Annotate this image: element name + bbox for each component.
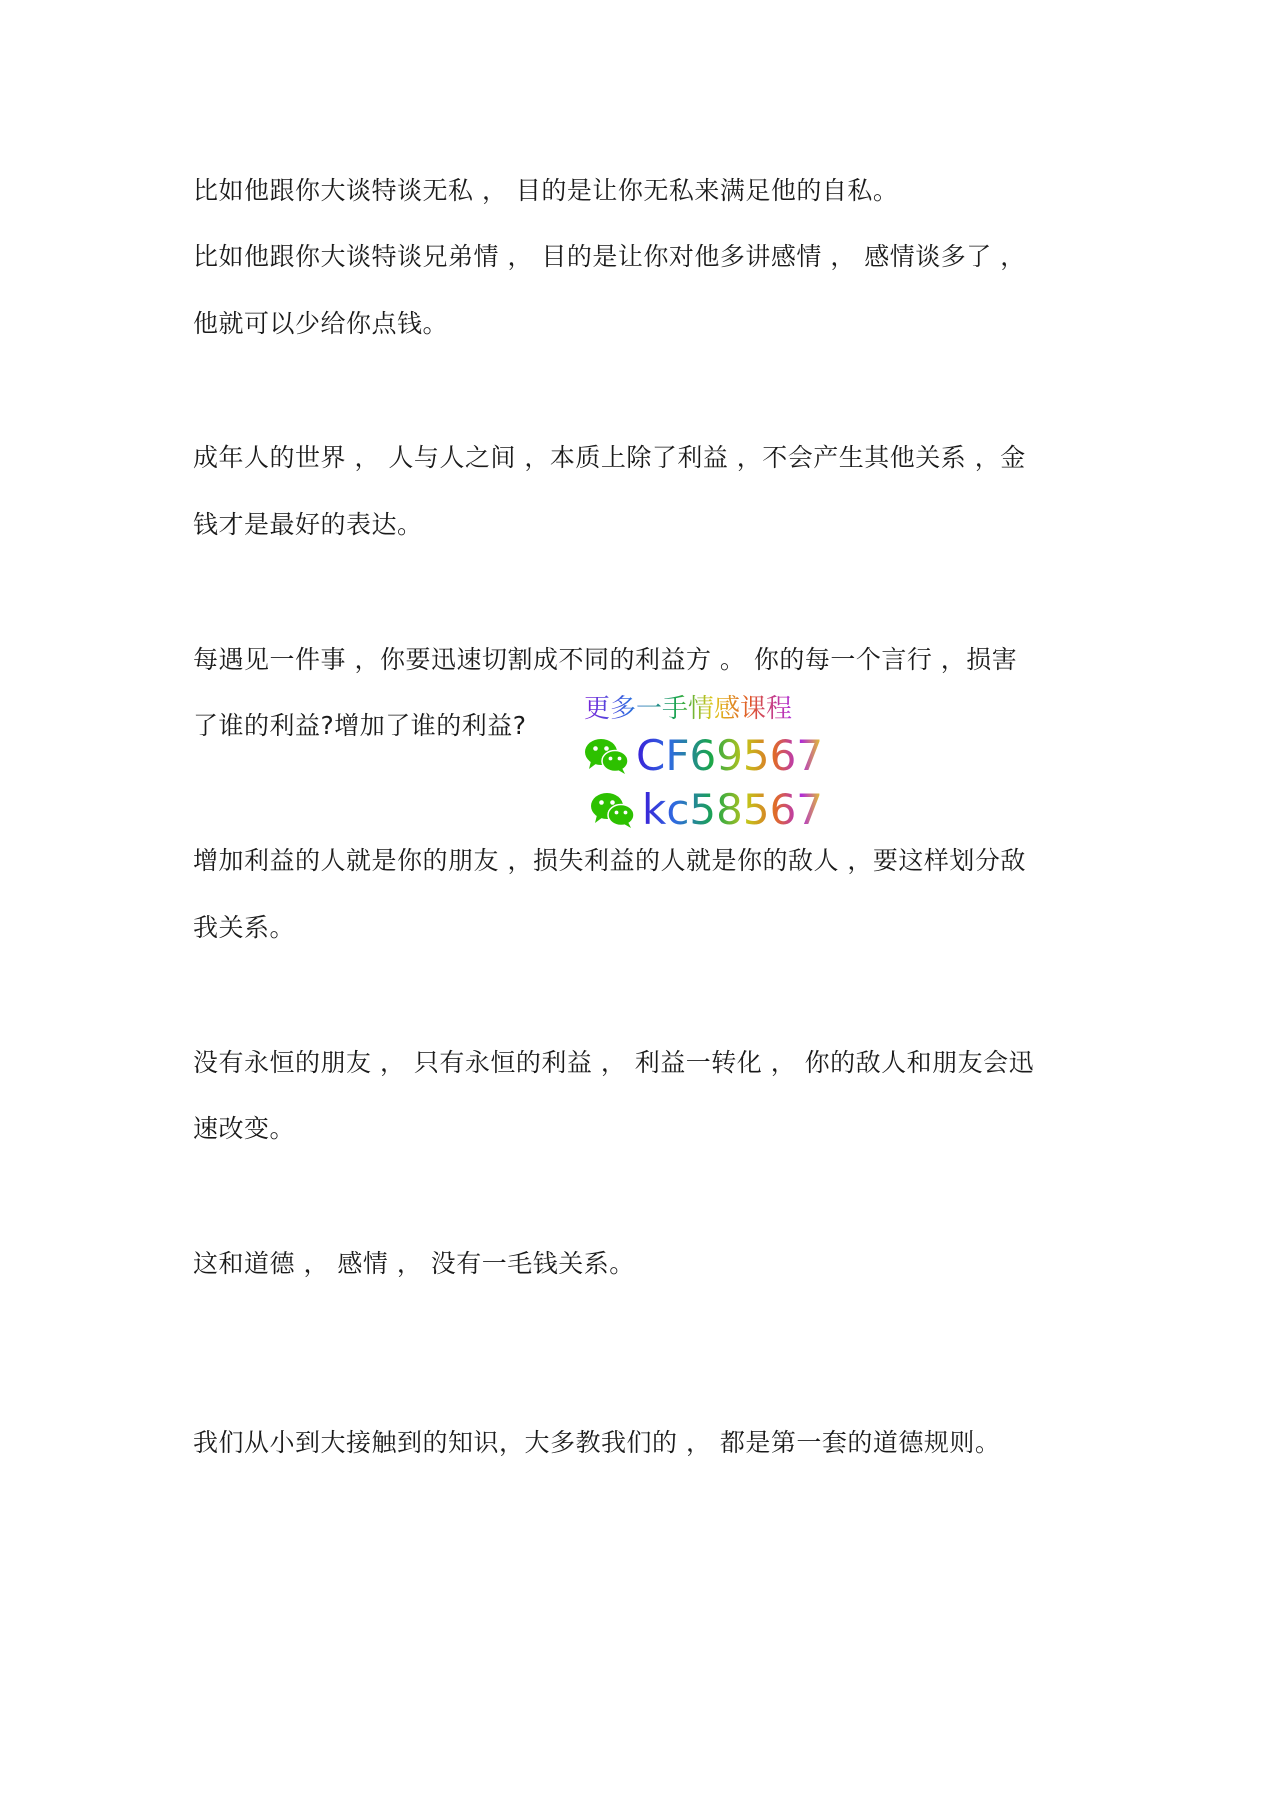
text-line: 他就可以少给你点钱。 (193, 309, 449, 338)
text-line: 这和道德 ， 感情 ， 没有一毛钱关系。 (193, 1249, 635, 1278)
wechat-icon (584, 736, 630, 776)
watermark (584, 693, 824, 843)
text-line: 速改变。 (193, 1114, 296, 1143)
text-line: 了谁的利益?增加了谁的利益? (193, 711, 527, 740)
text-line: 成年人的世界 ， 人与人之间 ，本质上除了利益 ，不会产生其他关系 ，金 (193, 443, 1026, 472)
text-line: 比如他跟你大谈特谈无私 ， 目的是让你无私来满足他的自私。 (193, 176, 899, 205)
watermark-id: CF69567 (636, 731, 824, 780)
text-line: 增加利益的人就是你的朋友 ，损失利益的人就是你的敌人 ，要这样划分敌 (193, 846, 1026, 875)
watermark-id: kc58567 (642, 785, 824, 834)
text-line: 没有永恒的朋友 ， 只有永恒的利益 ， 利益一转化 ， 你的敌人和朋友会迅 (193, 1048, 1035, 1077)
wechat-icon (590, 790, 636, 830)
watermark-title: 更多一手情感课程 (584, 694, 793, 724)
text-line: 我关系。 (193, 913, 296, 942)
text-line: 比如他跟你大谈特谈兄弟情 ， 目的是让你对他多讲感情 ， 感情谈多了 ， (193, 242, 1026, 271)
watermark-row (590, 785, 823, 835)
text-line: 我们从小到大接触到的知识，大多教我们的 ， 都是第一套的道德规则。 (193, 1428, 1001, 1457)
watermark-row (584, 731, 823, 781)
text-line: 每遇见一件事 ，你要迅速切割成不同的利益方 。 你的每一个言行 ，损害 (193, 645, 1018, 674)
text-line: 钱才是最好的表达。 (193, 510, 423, 539)
